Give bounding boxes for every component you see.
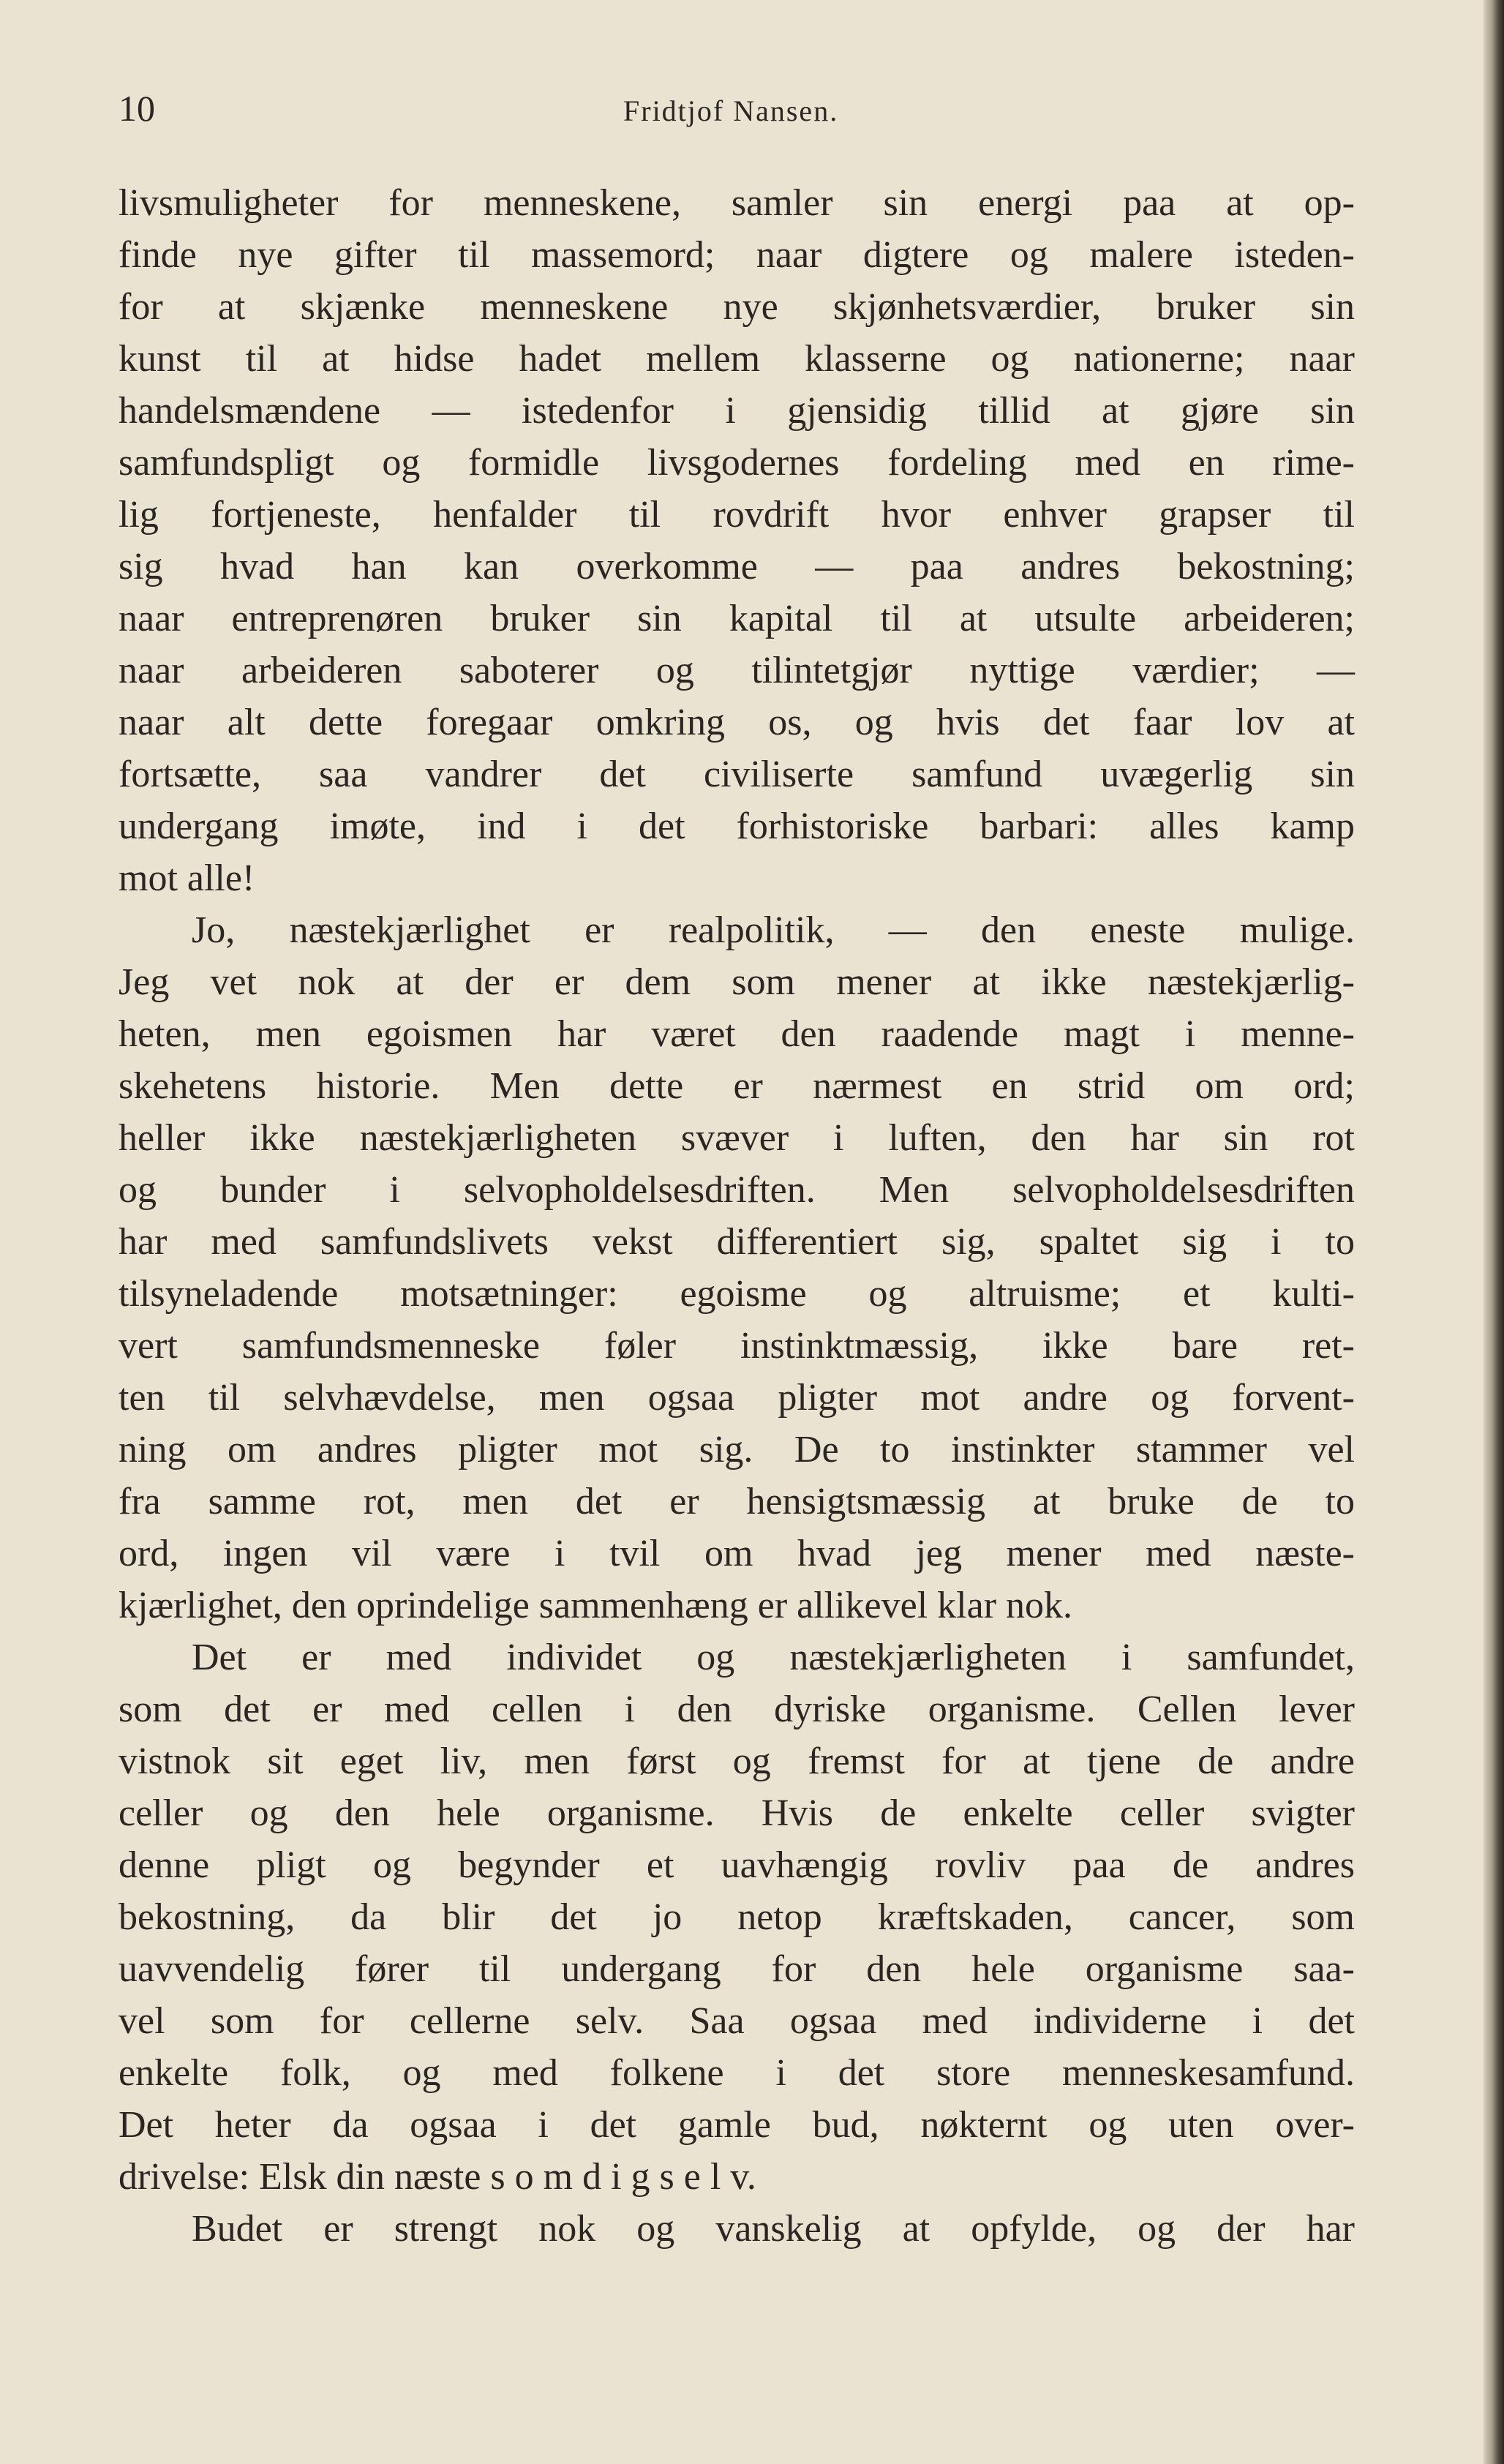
text-line: Det heter da ogsaa i det gamle bud, nøkternt og uten over- <box>119 2104 1355 2146</box>
text-line: celler og den hele organisme. Hvis de enkelte celler svigter <box>119 1792 1355 1834</box>
text-line: samfundspligt og formidle livsgodernes fordeling med en rime- <box>119 442 1355 484</box>
text-line: Jeg vet nok at der er dem som mener at ikke næstekjærlig- <box>119 961 1355 1003</box>
text-line: mot alle! <box>119 857 255 899</box>
text-line: vistnok sit eget liv, men først og fremst for at tjene de andre <box>119 1740 1355 1782</box>
text-line: har med samfundslivets vekst differentiert sig, spaltet sig i to <box>119 1221 1355 1263</box>
text-line: sig hvad han kan overkomme — paa andres bekostning; <box>119 546 1355 587</box>
text-line: naar alt dette foregaar omkring os, og hvis det faar lov at <box>119 702 1355 743</box>
text-line: finde nye gifter til massemord; naar digtere og malere isteden- <box>119 234 1355 276</box>
text-line: vel som for cellerne selv. Saa ogsaa med individerne i det <box>119 2000 1355 2042</box>
text-line: kjærlighet, den oprindelige sammenhæng er allikevel klar nok. <box>119 1585 1073 1626</box>
page-edge-shadow <box>1484 0 1504 2464</box>
text-line: kunst til at hidse hadet mellem klasserne og nationerne; naar <box>119 338 1355 380</box>
text-line: enkelte folk, og med folkene i det store menneskesamfund. <box>119 2052 1355 2094</box>
page-number: 10 <box>119 88 155 129</box>
text-line: skehetens historie. Men dette er nærmest en strid om ord; <box>119 1065 1355 1107</box>
text-line: tilsyneladende motsætninger: egoisme og altruisme; et kulti- <box>119 1273 1355 1315</box>
text-line: ord, ingen vil være i tvil om hvad jeg mener med næste- <box>119 1533 1355 1574</box>
running-title: Fridtjof Nansen. <box>623 94 839 127</box>
text-line: undergang imøte, ind i det forhistoriske barbari: alles kamp <box>119 805 1355 847</box>
text-line: fortsætte, saa vandrer det civiliserte samfund uvægerlig sin <box>119 754 1355 795</box>
text-line: Budet er strengt nok og vanskelig at opfylde, og der har <box>192 2208 1355 2250</box>
text-line: lig fortjeneste, henfalder til rovdrift hvor enhver grapser til <box>119 494 1355 536</box>
text-line: handelsmændene — istedenfor i gjensidig tillid at gjøre sin <box>119 390 1355 432</box>
text-line: ten til selvhævdelse, men ogsaa pligter mot andre og forvent- <box>119 1377 1355 1419</box>
text-line: livsmuligheter for menneskene, samler sin energi paa at op- <box>119 182 1355 224</box>
text-line: bekostning, da blir det jo netop kræftskaden, cancer, som <box>119 1896 1355 1938</box>
text-line: og bunder i selvopholdelsesdriften. Men selvopholdelsesdriften <box>119 1169 1355 1211</box>
body-text <box>119 177 1355 2255</box>
text-line: drivelse: Elsk din næste s o m d i g s e l v. <box>119 2156 756 2198</box>
text-line: Jo, næstekjærlighet er realpolitik, — den eneste mulige. <box>192 909 1355 951</box>
text-line: naar entreprenøren bruker sin kapital til at utsulte arbeideren; <box>119 598 1355 639</box>
text-line: denne pligt og begynder et uavhængig rovliv paa de andres <box>119 1844 1355 1886</box>
text-line: Det er med individet og næstekjærligheten i samfundet, <box>192 1637 1355 1678</box>
text-line: heten, men egoismen har været den raadende magt i menne- <box>119 1013 1355 1055</box>
text-line: naar arbeideren saboterer og tilintetgjør nyttige værdier; — <box>119 650 1355 691</box>
text-line: fra samme rot, men det er hensigtsmæssig at bruke de to <box>119 1481 1355 1522</box>
text-line: heller ikke næstekjærligheten svæver i luften, den har sin rot <box>119 1117 1355 1159</box>
text-line: uavvendelig fører til undergang for den hele organisme saa- <box>119 1948 1355 1990</box>
text-line: ning om andres pligter mot sig. De to instinkter stammer vel <box>119 1429 1355 1470</box>
text-line: for at skjænke menneskene nye skjønhetsværdier, bruker sin <box>119 286 1355 328</box>
running-head <box>119 85 1347 143</box>
text-line: som det er med cellen i den dyriske organisme. Cellen lever <box>119 1689 1355 1730</box>
text-line: vert samfundsmenneske føler instinktmæssig, ikke bare ret- <box>119 1325 1355 1367</box>
